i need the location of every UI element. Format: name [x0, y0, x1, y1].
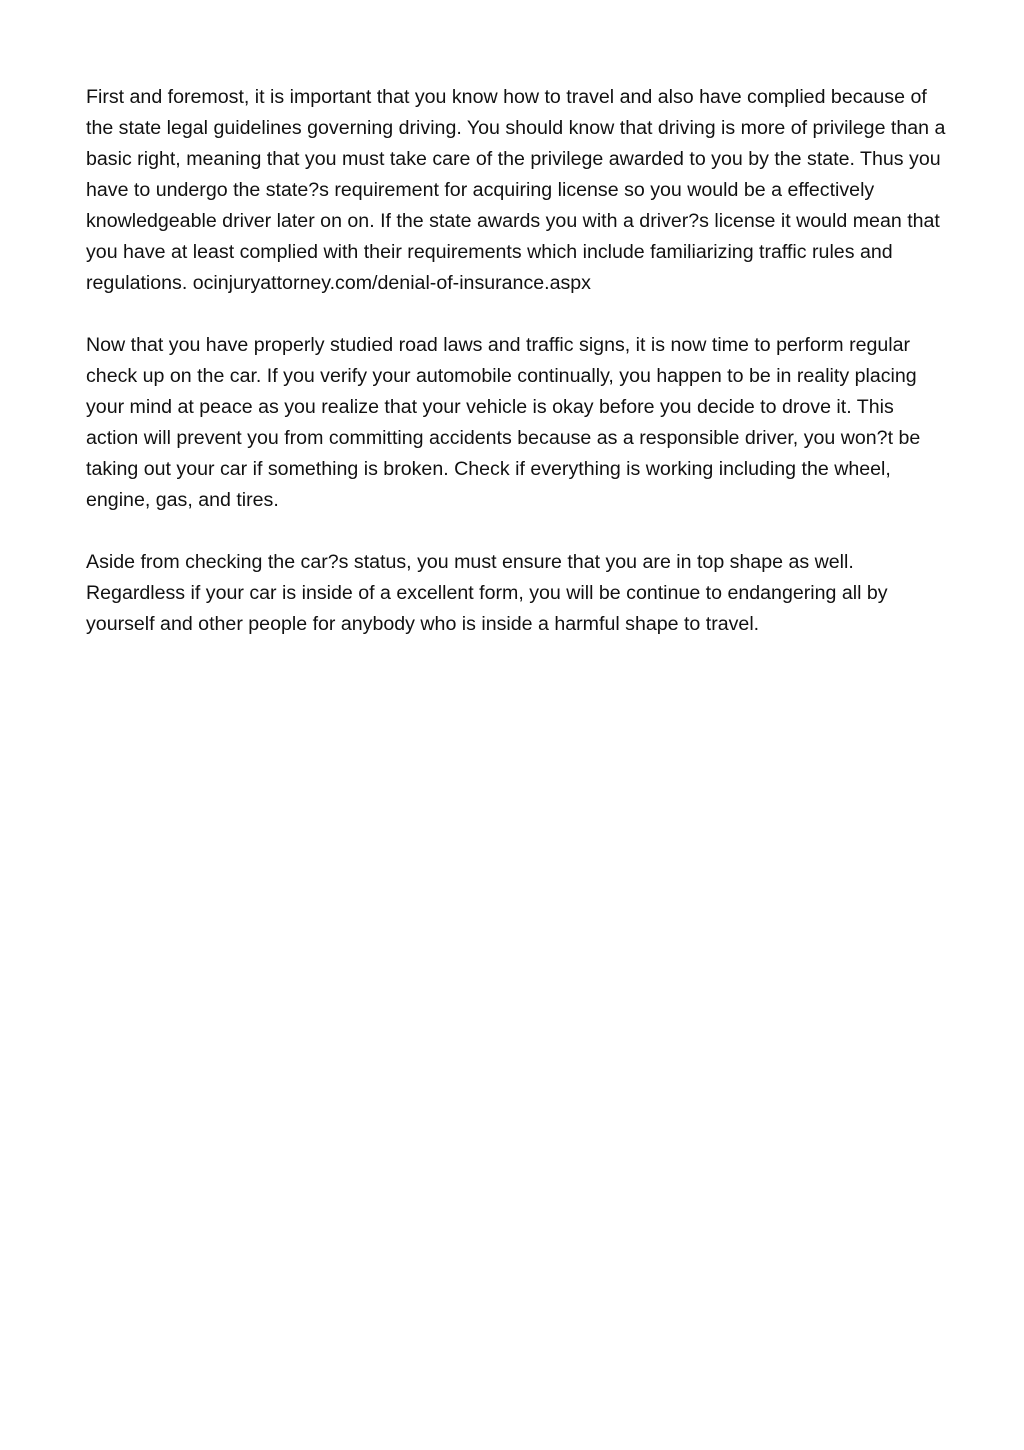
paragraph-2: Now that you have properly studied road laws and traffic signs, it is now time to perform regular check up on the car. If you verify your automobile continually, you happen to be in reality placing your mind at peace as you realize that your vehicle is okay before you decide to drove it. This action will prevent you from committing accidents because as a responsible driver, you won?t be taking out your car if something is broken. Check if everything is working including the wheel, engine, gas, and tires. — [86, 334, 921, 511]
paragraph-3: Aside from checking the car?s status, you must ensure that you are in top shape as well. Regardless if your car is inside of a excellent form, you will be continue to endangering all by yourself and other people for anybody who is inside a harmful shape to travel. — [86, 551, 888, 635]
paragraph-1: First and foremost, it is important that you know how to travel and also have complied because of the state legal guidelines governing driving. You should know that driving is more of privilege than a basic right, meaning that you must take care of the privilege awarded to you by the state. Thus you have to undergo the state?s requirement for acquiring license so you would be a effectively knowledgeable driver later on on. If the state awards you with a driver?s license it would mean that you have at least complied with their requirements which include familiarizing traffic rules and regulations. ocinjuryattorney.com/denial-of-insurance.aspx — [86, 86, 946, 294]
document-body — [86, 82, 946, 671]
